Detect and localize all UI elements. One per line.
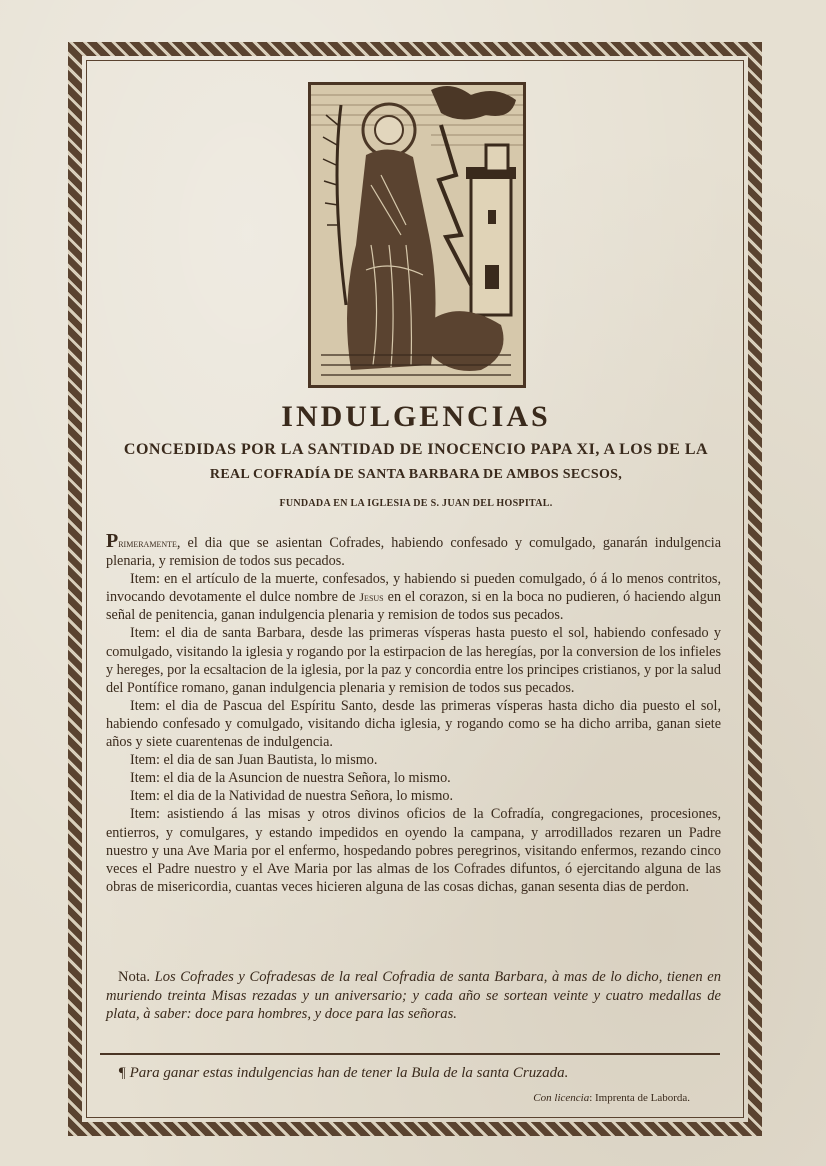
nota-label: Nota. — [118, 969, 151, 985]
paragraph-item-muerte — [106, 570, 721, 624]
licencia-label: Con licencia — [533, 1092, 590, 1104]
horizontal-divider — [100, 1053, 720, 1055]
paragraph-item-misas: Item: asistiendo á las misas y otros divinos oficios de la Cofradía, congregaciones, procesiones, entierros, y comulgares, y estando impedidos en oyendo la campana, y arrodillados rezaren un Padre nuestro y una Ave Maria por el enfermo, hospedando pobres peregrinos, visitando enfermos, rezando cinco veces el Padre nuestro y el Ave Maria por las almas de los Cofrades difuntos, ó ejercitando alguna de las obras de misericordia, cuantas veces hicieren alguna de las cosas dichas, ganan sesenta dias de perdon. — [106, 806, 721, 895]
woodcut-illustration — [311, 85, 523, 385]
subtitle-line-2: REAL COFRADÍA DE SANTA BARBARA DE AMBOS SECSOS, — [209, 467, 623, 482]
printer-licence — [400, 1092, 690, 1104]
nota-text: Los Cofrades y Cofradesas de la real Cofradia de santa Barbara, à mas de lo dicho, tienen en muriendo treinta Misas rezadas y un aniversario; y cada año se sortean veinte y cuatro medallas de plata, à saber: doce para hombres, y doce para las señoras. — [106, 969, 721, 1022]
indulgence-list — [106, 532, 721, 896]
paragraph-item-san-juan: Item: el dia de san Juan Bautista, lo mismo. — [130, 752, 378, 769]
subtitle-line-3: FUNDADA EN LA IGLESIA DE S. JUAN DEL HOSPITAL. — [279, 498, 553, 509]
smallcaps-word: rimeramente — [118, 536, 177, 550]
paragraph-text: en el corazon, si en la boca no pudieren, ó haciendo algun señal de penitencia, ganan indulgencia plenaria y remision de todos sus pecados. — [106, 589, 721, 624]
saint-barbara-woodcut-image — [308, 82, 526, 388]
smallcaps-word: Jesus — [359, 590, 384, 605]
bula-notice: ¶ Para ganar estas indulgencias han de tener la Bula de la santa Cruzada. — [118, 1065, 569, 1081]
subtitle-line-1: CONCEDIDAS POR LA SANTIDAD DE INOCENCIO PAPA XI, A LOS DE LA — [123, 441, 709, 458]
paragraph-item-natividad: Item: el dia de la Natividad de nuestra Señora, lo mismo. — [130, 788, 454, 805]
paragraph-item-pascua: Item: el dia de Pascua del Espíritu Santo, desde las primeras vísperas hasta dicho dia puesto el sol, habiendo confesado y comulgado, visitando dicha iglesia, y rogando como se ha dicho arriba, ganan siete años y siete cuarentenas de indulgencia. — [106, 697, 721, 751]
document-title: INDULGENCIAS — [281, 400, 551, 433]
licencia-text: : Imprenta de Laborda. — [589, 1092, 690, 1104]
paragraph-primeramente — [106, 532, 721, 570]
nota-paragraph — [106, 968, 721, 1024]
paragraph-item-santa-barbara: Item: el dia de santa Barbara, desde las primeras vísperas hasta puesto el sol, habiendo confesado y comulgado, visitando la iglesia y rogando por la estirpacion de las heregías, por la conversion de los infieles y hereges, por la ecsaltacion de la iglesia, por la paz y concordia entre los principes cristianos, y por la salud del Pontífice romano, ganan indulgencia plenaria y remision de todos sus pecados. — [106, 625, 721, 696]
paragraph-text: , el dia que se asientan Cofrades, habiendo confesado y comulgado, ganarán indulgencia plenaria, y remision de todos sus pecados. — [106, 535, 721, 570]
drop-cap: P — [106, 530, 119, 552]
paragraph-item-asuncion: Item: el dia de la Asuncion de nuestra Señora, lo mismo. — [130, 770, 451, 787]
paragraph-text: Item: en el artículo de la muerte, confesados, y habiendo si pueden comulgado, ó á lo menos contritos, invocando devotamente el dulce nombre de — [106, 571, 721, 606]
